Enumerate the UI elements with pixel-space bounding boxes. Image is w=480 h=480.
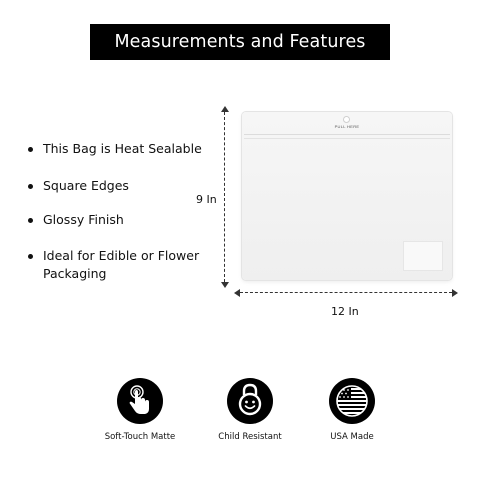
feature-item [28, 247, 213, 283]
arrow-up-icon [221, 106, 229, 112]
feature-item [28, 177, 213, 195]
feature-text: Glossy Finish [43, 212, 124, 227]
bullet-icon [28, 254, 33, 259]
bullet-icon [28, 184, 33, 189]
pull-here-label: PULL HERE [334, 124, 360, 129]
pointing-hand-icon [117, 378, 163, 424]
arrow-right-icon [452, 289, 458, 297]
feature-text: Ideal for Edible or Flower Packaging [43, 248, 200, 281]
arrow-down-icon [221, 282, 229, 288]
width-dimension-line [240, 292, 452, 293]
bullet-icon [28, 147, 33, 152]
feature-item [28, 211, 213, 229]
product-bag-image [242, 112, 452, 280]
arrow-left-icon [234, 289, 240, 297]
height-dimension-line [224, 112, 225, 282]
badge-label: USA Made [330, 432, 374, 442]
feature-text: This Bag is Heat Sealable [43, 141, 202, 156]
us-flag-icon [329, 378, 375, 424]
zipper-line [244, 134, 450, 135]
badge-label: Child Resistant [218, 432, 282, 442]
hang-hole [343, 116, 350, 123]
zipper-line [244, 138, 450, 139]
badge-soft-touch [85, 378, 195, 442]
feature-item [28, 140, 213, 158]
label-window [404, 242, 442, 270]
page-title: Measurements and Features [114, 32, 366, 52]
badge-usa-made [297, 378, 407, 442]
bullet-icon [28, 218, 33, 223]
feature-text: Square Edges [43, 178, 129, 193]
child-face-lock-icon [227, 378, 273, 424]
badge-child-resistant [195, 378, 305, 442]
badge-label: Soft-Touch Matte [104, 432, 176, 442]
height-label: 9 In [196, 193, 217, 206]
title-banner [90, 24, 390, 60]
width-label: 12 In [331, 305, 359, 318]
